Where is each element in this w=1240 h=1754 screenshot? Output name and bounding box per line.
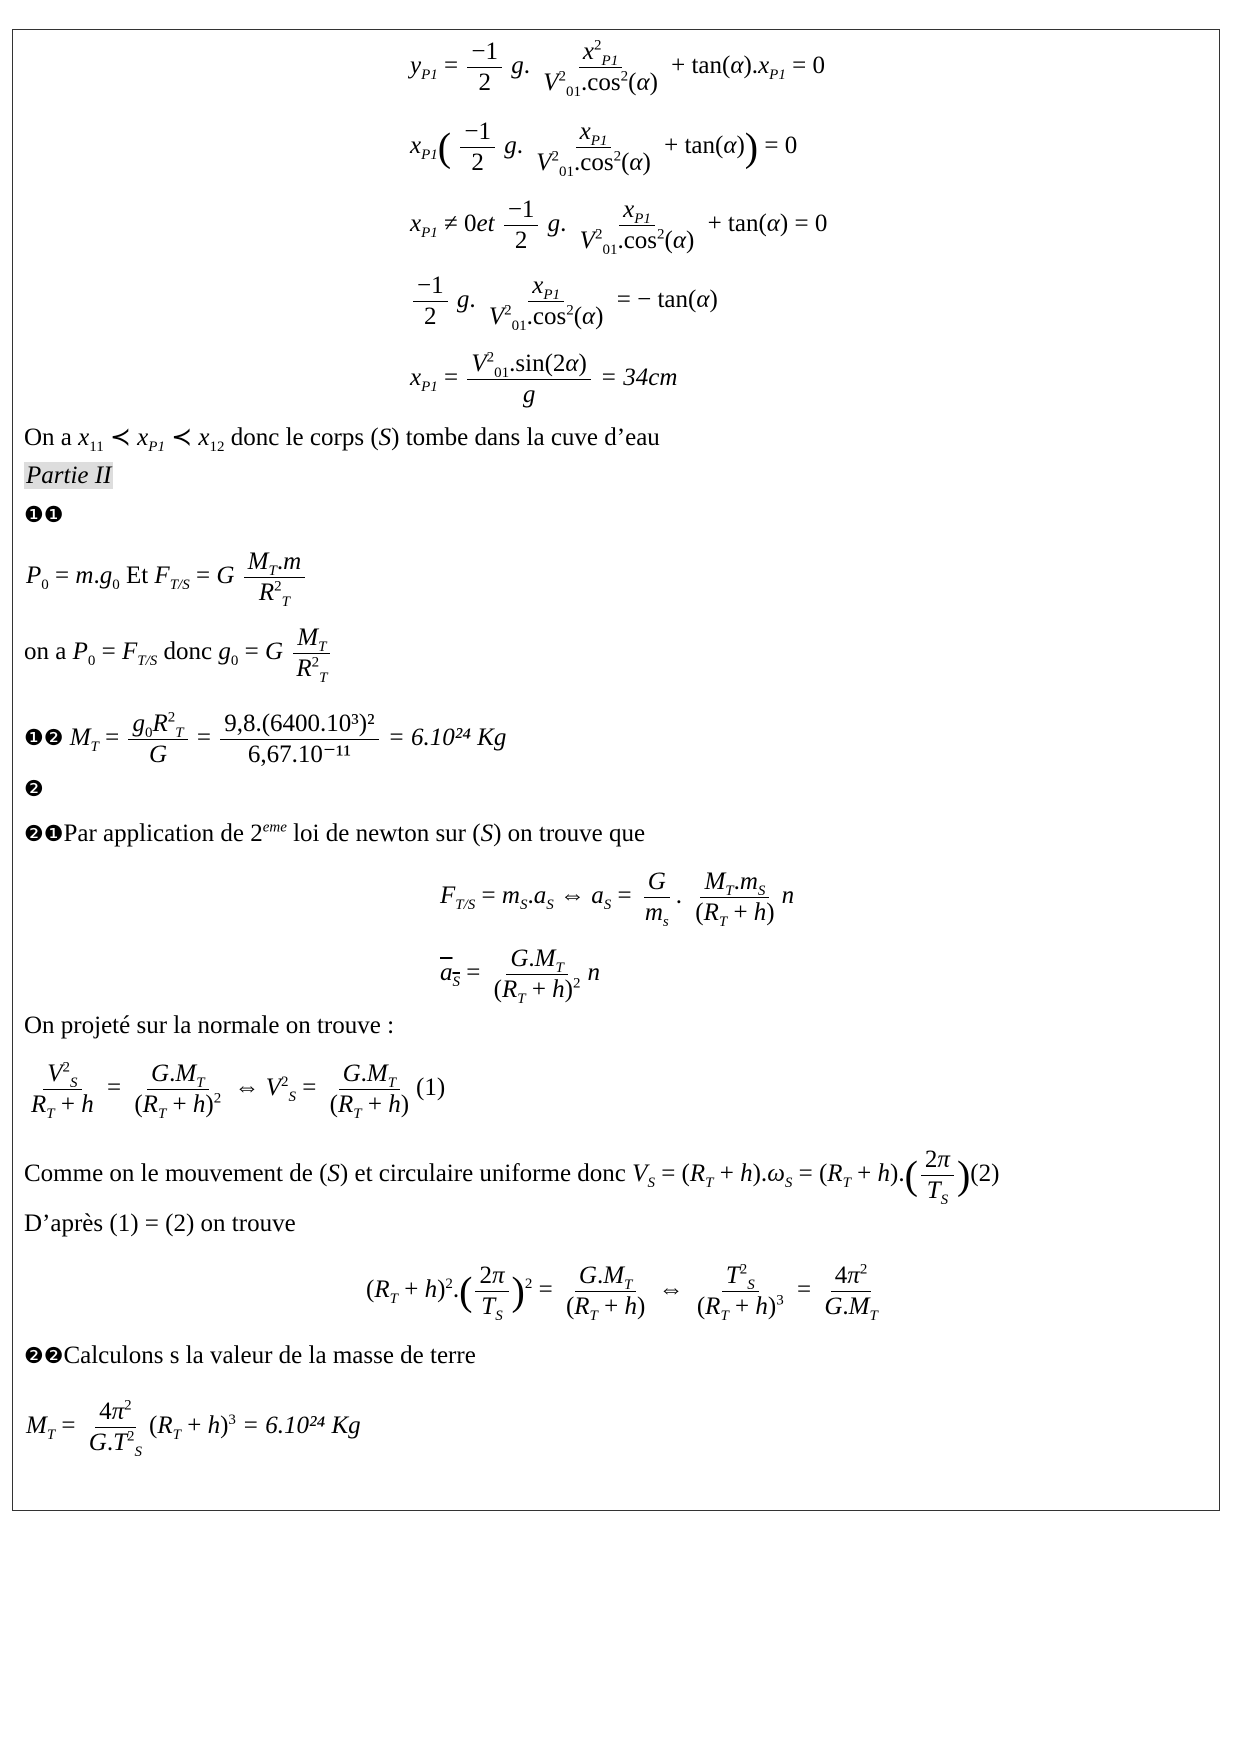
partie-title: Partie II <box>26 462 112 489</box>
mass-calc-line: ❶❷ $M_T$ = $\frac{g_0R^2_T}{G}$ = $\frac{\text{9,8.(6400.10³)²}}{\text{6,67.10⁻¹¹}}$ = 6.10²⁴ Kg <box>24 709 507 768</box>
eq-zero: = 0 <box>792 52 825 80</box>
marker-11: ❶❶ <box>24 503 64 528</box>
newton-line: ❷❶Par application de 2eme loi de newton sur (S) on trouve que <box>24 819 646 847</box>
marker-2: ❷ <box>24 777 44 802</box>
et-label: Et <box>125 562 149 590</box>
mass-denominator: 6,67.10⁻¹¹ <box>247 741 351 768</box>
g0-line: on a $P_0 = F_{T/S}$ donc $g_0 = G$ $\frac{M_T}{R^2_T}$ <box>24 624 334 683</box>
circulaire-label: et circulaire uniforme donc <box>354 1160 626 1188</box>
dapres-line: D’après (1) = (2) on trouve <box>24 1210 296 1237</box>
donc-label: donc <box>163 638 213 666</box>
equation-acceleration-vector: $a_S$ = $\frac{G.M_T}{(R_T + h)^2}$ n <box>440 945 600 1007</box>
equation-mass-final: $M_T$ = $\frac{4\pi^2}{G.T^2_S}$ $(R_T + h)^3 = 6.10^{24}$ Kg <box>26 1397 361 1460</box>
marker-22: ❷❷ <box>24 1344 64 1369</box>
xp1-value: = 34cm <box>600 364 678 392</box>
weight-force-line: $P_0 = m.g_0$ Et $F_{T/S} = G$ $\frac{M_T.m}{R^2_T}$ <box>26 548 308 607</box>
projection-text: On projeté sur la normale on trouve : <box>24 1012 395 1039</box>
on-a-label-2: on a <box>24 638 67 666</box>
marker-12: ❶❷ <box>24 726 64 752</box>
marker-21: ❷❶ <box>24 822 64 847</box>
equation-y-p1: $y_{P1}$ = $\frac{-1}{2}$ g. $\frac{x^2_{P1}}{V^2_{01}.\cos^2(\alpha)}$ + $\tan(\alpha).x_{P1} = 0$ <box>410 37 825 100</box>
equation-velocity-1: $\frac{V^2_S}{R_T + h}$ = $\frac{G.M_T}{(R_T + h)^2}$ ⇔ $V^2_S$ = $\frac{G.M_T}{(R_T + h)}$ (1) <box>31 1059 446 1122</box>
par-application-label: Par application de <box>63 820 244 847</box>
mass-numerator: 9,8.(6400.10³)² <box>220 710 378 740</box>
equation-xp1-result: $x_{P1}$ = $\frac{V^2_{01}.\sin(2\alpha)}{g}$ = 34cm <box>410 349 678 408</box>
on-trouve-que-label: on trouve que <box>507 820 646 847</box>
equation-kepler: $(R_T + h)^2$.( $\frac{2\pi}{T_S}$ )$^2$ = $\frac{G.M_T}{(R_T + h)}$ ⇔ $\frac{T^2_S}{(R_T + h)^3}$ = $\frac{4\pi^2}{G.M_T}$ <box>366 1261 878 1324</box>
on-a-label: On a <box>24 424 72 451</box>
equation-factor: $x_{P1}$( $\frac{-1}{2}$ g. $\frac{x_{P1}}{V^2_{01}.\cos^2(\alpha)}$ + tan(α)) = 0 <box>410 118 798 180</box>
conclusion-line: On a $x_{11}$ ≺ $x_{P1}$ ≺ $x_{12}$ donc le corps (S) tombe dans la cuve d’eau <box>24 424 660 455</box>
on-trouve-label: on trouve <box>200 1210 296 1237</box>
tombe-label: tombe dans la cuve d’eau <box>405 424 660 451</box>
calculons-line <box>24 1340 476 1373</box>
dapres-label: D’après <box>24 1210 104 1237</box>
calculons-label: Calculons s la valeur de la masse de terre <box>63 1342 476 1369</box>
mass-value-final: = 6.10²⁴ Kg <box>242 1412 361 1440</box>
circular-motion-line: Comme on le mouvement de (S) et circulaire uniforme donc $V_S = (R_T + h).\omega_S = (R_T + h)$.( $\frac{2\pi}{T_S}$ )(2) <box>24 1146 1000 1208</box>
section-heading <box>24 460 113 492</box>
mass-value: = 6.10²⁴ Kg <box>387 724 507 752</box>
donc-corps-label: donc le corps <box>230 424 365 451</box>
equation-tan: $\frac{-1}{2}$ g. $\frac{x_{P1}}{V^2_{01}.\cos^2(\alpha)}$ = − tan(α) <box>410 272 718 331</box>
equation-nonzero: $x_{P1} \ne 0et$ $\frac{-1}{2}$ g. $\frac{x_{P1}}{V^2_{01}.\cos^2(\alpha)}$ + tan(α) = 0 <box>410 196 828 258</box>
comme-label: Comme on le mouvement de <box>24 1160 313 1188</box>
loi-label: loi de newton sur <box>293 820 466 847</box>
equation-acceleration: $F_{T/S} = m_S.a_S$ ⇔ $a_S$ = $\frac{G}{m_s}$ . $\frac{M_T.m_S}{(R_T + h)}$ n <box>440 868 795 930</box>
